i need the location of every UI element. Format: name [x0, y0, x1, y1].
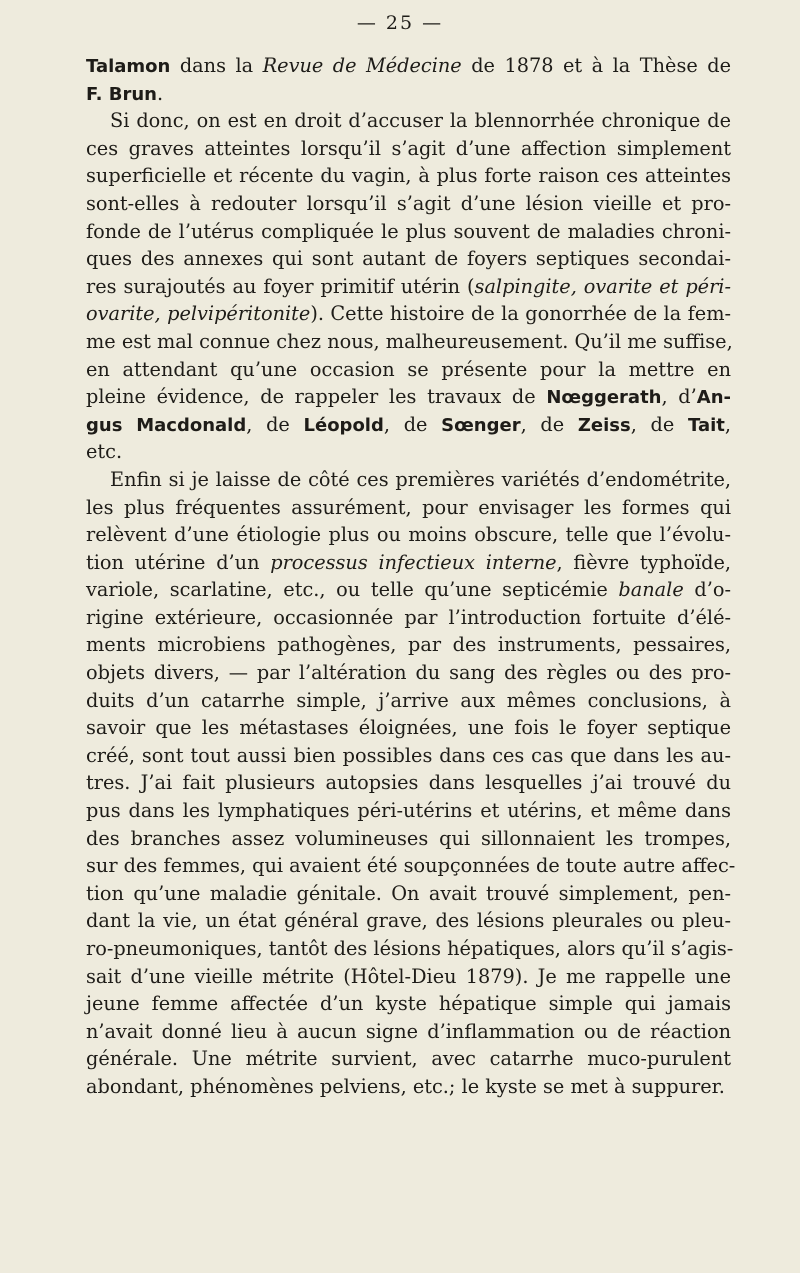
text-line: [86, 300, 731, 328]
text-line: ques des annexes qui sont autant de foyers septiques secondai-: [86, 247, 731, 271]
author-name: gus Macdonald: [86, 414, 247, 436]
italic-term: processus infectieux interne: [270, 550, 557, 574]
paragraph-2: [86, 107, 731, 466]
author-name: Zeiss: [577, 414, 631, 436]
author-name: Tait: [687, 414, 725, 436]
text-line: [86, 576, 731, 604]
text-body: [86, 52, 736, 1101]
text-span: , de: [383, 412, 442, 436]
text-line: Enfin si je laisse de côté ces premières variétés d’endométrite,: [110, 467, 731, 491]
text-line: me est mal connue chez nous, malheureusement. Qu’il me suffise,: [86, 329, 733, 353]
text-span: variole, scarlatine, etc., ou telle qu’une septicémie: [86, 578, 619, 602]
text-span: d’o-: [683, 578, 731, 602]
text-line: ces graves atteintes lorsqu’il s’agit d’une affection simplement: [86, 136, 731, 160]
page-number: — 25 —: [356, 12, 444, 34]
text-line: n’avait donné lieu à aucun signe d’inflammation ou de réaction: [86, 1019, 731, 1043]
text-line: des branches assez volumineuses qui sillonnaient les trompes,: [86, 826, 731, 850]
text-span: dans la: [170, 54, 263, 77]
author-name: Sœnger: [441, 414, 521, 436]
text-span: tion utérine d’un: [86, 550, 271, 574]
text-line: sont-elles à redouter lorsqu’il s’agit d’une lésion vieille et pro-: [86, 191, 731, 215]
text-span: ). Cette histoire de la gonorrhée de la fem-: [310, 302, 731, 326]
text-span: de 1878 et à la Thèse de: [461, 54, 731, 77]
text-span: pleine évidence, de rappeler les travaux de: [86, 385, 547, 409]
italic-term: ovarite, pelvipéritonite: [86, 302, 311, 326]
text-span: .: [156, 81, 164, 105]
text-line: relèvent d’une étiologie plus ou moins obscure, telle que l’évolu-: [86, 523, 731, 547]
paragraph-3: [86, 466, 736, 1101]
text-line: ments microbiens pathogènes, par des instruments, pessaires,: [86, 633, 731, 657]
text-line: ro-pneumoniques, tantôt des lésions hépatiques, alors qu’il s’agis-: [86, 937, 734, 960]
text-span: , de: [246, 412, 304, 436]
text-line: jeune femme affectée d’un kyste hépatique simple qui jamais: [86, 992, 731, 1016]
text-line: Si donc, on est en droit d’accuser la blennorrhée chronique de: [110, 109, 731, 133]
text-line: [86, 80, 731, 108]
text-line: rigine extérieure, occasionnée par l’introduction fortuite d’élé-: [86, 605, 731, 629]
text-line: etc.: [86, 440, 123, 464]
text-span: res surajoutés au foyer primitif utérin (: [86, 274, 475, 298]
text-line: [86, 273, 731, 301]
text-line: [86, 52, 731, 80]
text-line: fonde de l’utérus compliquée le plus souvent de maladies chroni-: [86, 219, 731, 243]
author-name: An-: [696, 387, 731, 409]
italic-term: salpingite, ovarite et péri-: [474, 274, 731, 298]
text-line: [86, 411, 731, 439]
text-line: abondant, phénomènes pelviens, etc.; le kyste se met à suppurer.: [86, 1074, 725, 1098]
text-line: générale. Une métrite survient, avec catarrhe muco-purulent: [86, 1047, 731, 1071]
author-name: Léopold: [303, 414, 384, 436]
text-line: sur des femmes, qui avaient été soupçonnées de toute autre affec-: [86, 854, 736, 878]
author-name: Nœggerath: [546, 387, 662, 409]
text-line: superficielle et récente du vagin, à plus forte raison ces atteintes: [86, 164, 731, 188]
text-line: tion qu’une maladie génitale. On avait trouvé simplement, pen-: [86, 881, 731, 905]
text-line: dant la vie, un état général grave, des lésions pleurales ou pleu-: [86, 909, 731, 933]
text-line: savoir que les métastases éloignées, une fois le foyer septique: [86, 716, 731, 740]
text-span: ,: [724, 412, 732, 436]
text-line: en attendant qu’une occasion se présente pour la mettre en: [86, 357, 731, 381]
text-span: , d’: [661, 385, 697, 409]
text-line: objets divers, — par l’altération du sang des règles ou des pro-: [86, 661, 731, 685]
text-line: tres. J’ai fait plusieurs autopsies dans lesquelles j’ai trouvé du: [86, 771, 731, 795]
author-name: Talamon: [86, 56, 171, 77]
text-line: créé, sont tout aussi bien possibles dans ces cas que dans les au-: [86, 743, 731, 767]
paragraph-1: [86, 52, 731, 107]
italic-term: banale: [618, 578, 684, 602]
journal-title: Revue de Médecine: [262, 54, 462, 77]
text-span: , de: [630, 412, 688, 436]
author-name: F. Brun: [86, 83, 157, 105]
text-span: , de: [520, 412, 578, 436]
text-span: , fièvre typhoïde,: [556, 550, 731, 574]
text-line: les plus fréquentes assurément, pour envisager les formes qui: [86, 495, 731, 519]
text-line: pus dans les lymphatiques péri-utérins et utérins, et même dans: [86, 799, 731, 823]
text-line: sait d’une vieille métrite (Hôtel-Dieu 1879). Je me rappelle une: [86, 964, 731, 988]
text-line: [86, 383, 731, 411]
text-line: [86, 549, 731, 577]
text-line: duits d’un catarrhe simple, j’arrive aux mêmes conclusions, à: [86, 688, 731, 712]
